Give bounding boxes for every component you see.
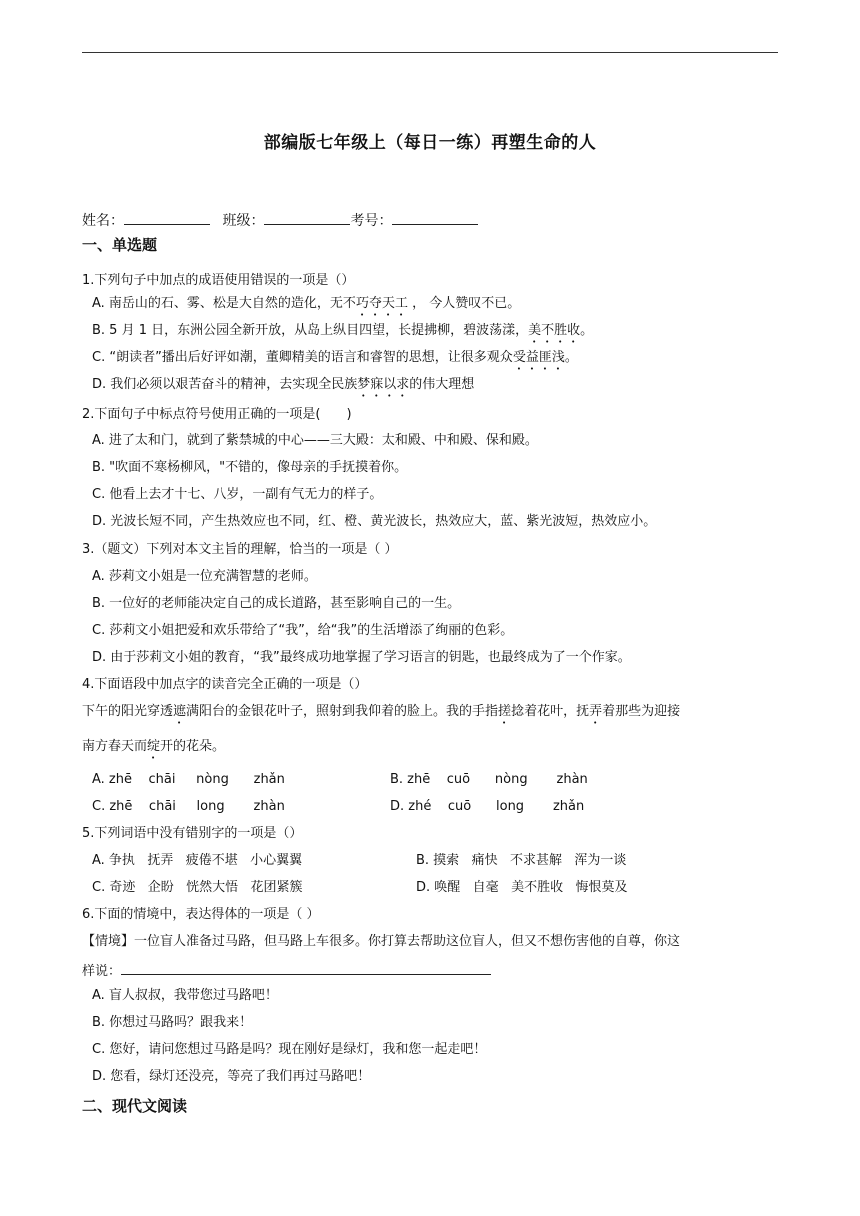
question-6-option-c: C. 您好，请问您想过马路是吗？现在刚好是绿灯，我和您一起走吧！ bbox=[92, 1042, 487, 1057]
passage-text: 开的花朵。 bbox=[160, 739, 226, 754]
student-info-row bbox=[82, 210, 478, 230]
question-4-option-c: C. zhē chāi long zhàn bbox=[92, 799, 285, 814]
question-2-option-b: B. "吹面不寒杨柳风，"不错的，像母亲的手抚摸着你。 bbox=[92, 460, 408, 475]
option-text: ， 今人赞叹不已。 bbox=[407, 296, 521, 311]
question-4-option-d: D. zhé cuō long zhǎn bbox=[390, 799, 585, 814]
question-1-option-a bbox=[92, 295, 520, 319]
option-text: 。 bbox=[564, 350, 578, 365]
question-6-scenario-line-1 bbox=[82, 933, 680, 951]
dotted-idiom: 巧夺天工 bbox=[355, 296, 408, 311]
question-5-option-c: C. 奇迹 企盼 恍然大悟 花团紧簇 bbox=[92, 880, 303, 895]
exam-number-label: 考号： bbox=[350, 213, 393, 229]
dotted-char: 弄 bbox=[589, 704, 603, 719]
dotted-idiom: 美不胜收 bbox=[528, 323, 581, 338]
dotted-char: 遮 bbox=[173, 704, 187, 719]
name-field[interactable] bbox=[124, 210, 210, 225]
scenario-label: 【情境】 bbox=[82, 934, 135, 949]
section-heading-single-choice: 一、单选题 bbox=[82, 236, 158, 254]
question-5-stem: 5.下列词语中没有错别字的一项是（） bbox=[82, 826, 303, 841]
question-3-option-c: C. 莎莉文小姐把爱和欢乐带给了“我”，给“我”的生活增添了绚丽的色彩。 bbox=[92, 623, 514, 638]
question-5-option-b: B. 摸索 痛快 不求甚解 浑为一谈 bbox=[416, 853, 627, 868]
question-2-stem: 2.下面句子中标点符号使用正确的一项是( ) bbox=[82, 407, 352, 422]
question-1-option-c bbox=[92, 349, 578, 373]
scenario-text: 样说： bbox=[82, 964, 122, 979]
exam-number-field[interactable] bbox=[392, 210, 478, 225]
class-label: 班级： bbox=[222, 213, 265, 229]
option-text: B. 5 月 1 日，东洲公园全新开放，从岛上纵目四望，长提拂柳，碧波荡漾， bbox=[92, 323, 529, 338]
passage-text: 捻着花叶，抚 bbox=[511, 704, 590, 719]
question-1-option-d bbox=[92, 376, 474, 400]
question-4-passage-line-2 bbox=[82, 738, 225, 762]
question-4-option-b: B. zhē cuō nòng zhàn bbox=[390, 772, 588, 787]
dotted-char: 绽 bbox=[147, 739, 161, 754]
class-field[interactable] bbox=[264, 210, 350, 225]
option-text: A. 南岳山的石、雾、松是大自然的造化，无不 bbox=[92, 296, 356, 311]
answer-blank[interactable] bbox=[121, 960, 491, 975]
question-6-option-d: D. 您看，绿灯还没亮，等亮了我们再过马路吧！ bbox=[92, 1069, 371, 1084]
page-title: 部编版七年级上（每日一练）再塑生命的人 bbox=[263, 133, 597, 153]
option-text: D. 我们必须以艰苦奋斗的精神，去实现全民族 bbox=[92, 377, 358, 392]
scenario-text: 一位盲人准备过马路，但马路上车很多。你打算去帮助这位盲人，但又不想伤害他的自尊，你这 bbox=[134, 934, 681, 949]
question-3-stem: 3.（题文）下列对本文主旨的理解，恰当的一项是（ ） bbox=[82, 542, 398, 557]
section-heading-modern-reading: 二、现代文阅读 bbox=[82, 1097, 188, 1115]
header-rule bbox=[82, 52, 778, 53]
passage-text: 满阳台的金银花叶子，照射到我仰着的脸上。我的手指 bbox=[186, 704, 499, 719]
option-text: C. “朗读者”播出后好评如潮，董卿精美的语言和睿智的思想，让很多观众 bbox=[92, 350, 513, 365]
question-1-option-b bbox=[92, 322, 593, 346]
question-1-stem: 1.下列句子中加点的成语使用错误的一项是（） bbox=[82, 273, 355, 288]
passage-text: 下午的阳光穿透 bbox=[82, 704, 174, 719]
question-2-option-a: A. 进了太和门，就到了紫禁城的中心——三大殿：太和殿、中和殿、保和殿。 bbox=[92, 433, 538, 448]
dotted-idiom: 受益匪浅 bbox=[512, 350, 565, 365]
question-3-option-d: D. 由于莎莉文小姐的教育，“我”最终成功地掌握了学习语言的钥匙，也最终成为了一个作家。 bbox=[92, 650, 631, 665]
question-5-option-d: D. 唤醒 自毫 美不胜收 悔恨莫及 bbox=[416, 880, 628, 895]
question-4-option-a: A. zhē chāi nòng zhǎn bbox=[92, 772, 285, 787]
question-3-option-b: B. 一位好的老师能决定自己的成长道路，甚至影响自己的一生。 bbox=[92, 596, 461, 611]
question-4-passage-line-1 bbox=[82, 703, 680, 727]
question-6-option-b: B. 你想过马路吗？跟我来！ bbox=[92, 1015, 253, 1030]
dotted-char: 搓 bbox=[498, 704, 512, 719]
question-2-option-c: C. 他看上去才十七、八岁，一副有气无力的样子。 bbox=[92, 487, 383, 502]
passage-text: 着那些为迎接 bbox=[602, 704, 681, 719]
passage-text: 南方春天而 bbox=[82, 739, 148, 754]
option-text: 。 bbox=[580, 323, 594, 338]
question-6-scenario-line-2 bbox=[82, 960, 491, 981]
option-text: 的伟大理想 bbox=[409, 377, 475, 392]
question-4-stem: 4.下面语段中加点字的读音完全正确的一项是（） bbox=[82, 677, 368, 692]
name-label: 姓名： bbox=[82, 213, 124, 229]
question-3-option-a: A. 莎莉文小姐是一位充满智慧的老师。 bbox=[92, 569, 317, 584]
question-6-option-a: A. 盲人叔叔，我带您过马路吧！ bbox=[92, 988, 278, 1003]
question-5-option-a: A. 争执 抚弄 疲倦不堪 小心翼翼 bbox=[92, 853, 303, 868]
question-6-stem: 6.下面的情境中，表达得体的一项是（ ） bbox=[82, 907, 320, 922]
question-2-option-d: D. 光波长短不同，产生热效应也不同，红、橙、黄光波长，热效应大，蓝、紫光波短，热效应小。 bbox=[92, 514, 657, 529]
dotted-idiom: 梦寐以求 bbox=[357, 377, 410, 392]
